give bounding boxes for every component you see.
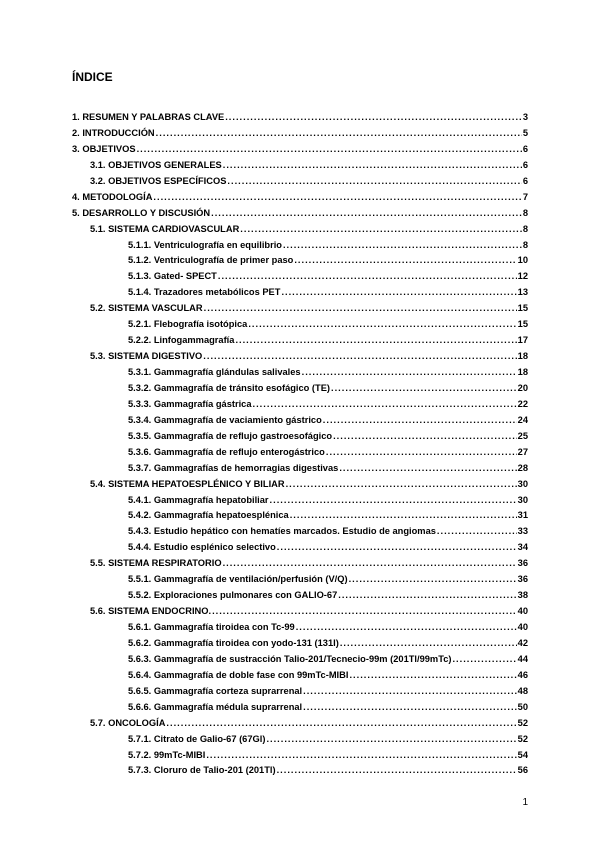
toc-entry-page: 42 xyxy=(517,637,528,648)
toc-entry[interactable] xyxy=(72,110,528,126)
toc-dot-leader xyxy=(333,429,517,445)
toc-dot-leader xyxy=(277,763,517,779)
toc-entry-page: 27 xyxy=(517,446,528,457)
toc-dot-leader xyxy=(156,126,522,142)
toc-entry-page: 44 xyxy=(517,653,528,664)
toc-entry-page: 40 xyxy=(517,606,528,617)
toc-entry-page: 50 xyxy=(517,701,528,712)
toc-entry[interactable] xyxy=(72,174,528,190)
toc-entry-page: 6 xyxy=(522,159,528,170)
toc-entry-page: 13 xyxy=(517,287,528,298)
toc-entry-label: 5.4. SISTEMA HEPATOESPLÉNICO Y BILIAR xyxy=(90,478,285,489)
toc-entry-label: 5.3.7. Gammagrafías de hemorragias digestivas xyxy=(128,462,339,473)
toc-entry-label: 3. OBJETIVOS xyxy=(72,143,136,154)
toc-entry[interactable] xyxy=(72,397,528,413)
toc-dot-leader xyxy=(277,540,517,556)
toc-entry-page: 46 xyxy=(517,669,528,680)
toc-entry-label: 5.6.1. Gammagrafía tiroidea con Tc-99 xyxy=(128,622,295,632)
toc-dot-leader xyxy=(437,524,517,540)
toc-entry-page: 10 xyxy=(517,255,528,266)
toc-entry[interactable] xyxy=(72,700,528,716)
toc-entry-page: 15 xyxy=(517,303,528,314)
toc-entry-label: 5.7.2. 99mTc-MIBI xyxy=(128,749,206,760)
toc-entry[interactable] xyxy=(72,620,528,636)
toc-entry[interactable] xyxy=(72,190,528,206)
toc-dot-leader xyxy=(266,732,516,748)
toc-dot-leader xyxy=(286,477,517,493)
toc-entry[interactable] xyxy=(72,604,528,620)
toc-dot-leader xyxy=(218,269,517,285)
toc-entry-page: 6 xyxy=(522,143,528,154)
toc-entry[interactable] xyxy=(72,493,528,509)
toc-entry-label: 5.3.2. Gammagrafía de tránsito esofágico (TE) xyxy=(128,382,331,393)
toc-entry-page: 12 xyxy=(517,271,528,282)
toc-entry-page: 31 xyxy=(517,510,528,521)
toc-dot-leader xyxy=(223,158,522,174)
toc-entry-label: 5.3.5. Gammagrafía de reflujo gastroesofágico xyxy=(128,430,333,441)
toc-entry[interactable] xyxy=(72,333,528,349)
toc-entry-label: 5.4.1. Gammagrafía hepatobiliar xyxy=(128,494,269,505)
toc-entry[interactable] xyxy=(72,508,528,524)
toc-entry[interactable] xyxy=(72,588,528,604)
page-number: 1 xyxy=(522,797,528,808)
toc-dot-leader xyxy=(212,604,517,620)
toc-dot-leader xyxy=(290,508,517,524)
toc-entry[interactable] xyxy=(72,524,528,540)
toc-entry-page: 48 xyxy=(517,685,528,696)
toc-dot-leader xyxy=(323,413,517,429)
toc-entry-page: 40 xyxy=(517,622,528,632)
toc-entry-page: 24 xyxy=(517,414,528,425)
toc-entry[interactable] xyxy=(72,429,528,445)
toc-entry[interactable] xyxy=(72,126,528,142)
toc-entry-label: 5.2.2. Linfogammagrafía xyxy=(128,335,235,346)
toc-dot-leader xyxy=(338,588,516,604)
toc-entry-label: 5.7.3. Cloruro de Talio-201 (201Tl) xyxy=(128,765,276,776)
toc-dot-leader xyxy=(211,206,522,222)
toc-dot-leader xyxy=(339,461,516,477)
toc-dot-leader xyxy=(283,238,522,254)
toc-entry-page: 36 xyxy=(517,574,528,585)
toc-title: ÍNDICE xyxy=(72,70,113,84)
toc-entry-page: 52 xyxy=(517,733,528,744)
toc-entry-page: 8 xyxy=(522,239,528,250)
toc-entry-label: 5.4.3. Estudio hepático con hematíes marcados. Estudio de angiomas xyxy=(128,526,436,537)
toc-entry-label: 5.4.4. Estudio esplénico selectivo xyxy=(128,542,276,553)
toc-entry-label: 5.6. SISTEMA ENDOCRINO. xyxy=(90,606,212,617)
toc-dot-leader xyxy=(326,445,517,461)
toc-dot-leader xyxy=(235,333,516,349)
toc-entry[interactable] xyxy=(72,461,528,477)
toc-dot-leader xyxy=(225,110,522,126)
toc-entry[interactable] xyxy=(72,285,528,301)
toc-entry-label: 5.1.3. Gated- SPECT xyxy=(128,271,217,282)
toc-entry-label: 5.3.4. Gammagrafía de vaciamiento gástrico xyxy=(128,414,322,425)
toc-dot-leader xyxy=(294,253,516,269)
toc-entry[interactable] xyxy=(72,636,528,652)
toc-entry-label: 1. RESUMEN Y PALABRAS CLAVE xyxy=(72,112,225,122)
toc-entry[interactable] xyxy=(72,668,528,684)
toc-entry-page: 8 xyxy=(522,207,528,218)
toc-entry-label: 2. INTRODUCCIÓN xyxy=(72,127,155,138)
toc-entry-page: 7 xyxy=(522,191,528,202)
toc-entry-page: 52 xyxy=(517,717,528,728)
toc-entry-label: 5.3.6. Gammagrafía de reflujo enterogástrico xyxy=(128,446,325,457)
toc-entry-label: 5.6.2. Gammagrafía tiroidea con yodo-131 (131I) xyxy=(128,637,339,648)
toc-dot-leader xyxy=(281,285,516,301)
toc-entry[interactable] xyxy=(72,716,528,732)
toc-dot-leader xyxy=(204,301,517,317)
toc-entry-page: 34 xyxy=(517,542,528,553)
toc-dot-leader xyxy=(349,668,516,684)
toc-entry-label: 5.6.6. Gammagrafía médula suprarrenal xyxy=(128,701,303,712)
toc-entry-label: 5.2. SISTEMA VASCULAR xyxy=(90,303,203,314)
table-of-contents xyxy=(72,110,528,779)
toc-entry-page: 28 xyxy=(517,462,528,473)
toc-dot-leader xyxy=(227,174,521,190)
toc-entry[interactable] xyxy=(72,206,528,222)
toc-entry[interactable] xyxy=(72,269,528,285)
toc-entry-label: 5.2.1. Flebografía isotópica xyxy=(128,319,248,330)
toc-entry-label: 5.1. SISTEMA CARDIOVASCULAR xyxy=(90,223,240,234)
toc-dot-leader xyxy=(137,142,522,158)
toc-dot-leader xyxy=(153,190,521,206)
toc-entry-page: 30 xyxy=(517,494,528,505)
toc-entry-page: 18 xyxy=(517,351,528,362)
toc-entry-label: 5. DESARROLLO Y DISCUSIÓN xyxy=(72,207,211,218)
toc-entry[interactable] xyxy=(72,748,528,764)
toc-entry-label: 5.4.2. Gammagrafía hepatoesplénica xyxy=(128,510,289,521)
toc-entry[interactable] xyxy=(72,349,528,365)
toc-entry-page: 18 xyxy=(517,367,528,377)
toc-entry-label: 5.6.5. Gammagrafía corteza suprarrenal xyxy=(128,685,303,696)
toc-entry-page: 6 xyxy=(522,175,528,186)
toc-entry[interactable] xyxy=(72,732,528,748)
toc-entry-label: 3.2. OBJETIVOS ESPECÍFICOS xyxy=(90,175,227,186)
toc-entry-label: 5.7. ONCOLOGÍA xyxy=(90,717,166,728)
toc-entry-label: 5.6.3. Gammagrafía de sustracción Talio-201/Tecnecio-99m (201Tl/99mTc) xyxy=(128,653,452,664)
toc-dot-leader xyxy=(303,684,517,700)
toc-entry[interactable] xyxy=(72,238,528,254)
toc-dot-leader xyxy=(331,381,517,397)
toc-entry-page: 38 xyxy=(517,590,528,601)
toc-entry[interactable] xyxy=(72,158,528,174)
toc-entry-label: 5.3.3. Gammagrafía gástrica xyxy=(128,398,252,409)
toc-entry-page: 56 xyxy=(517,765,528,776)
toc-entry-page: 30 xyxy=(517,478,528,489)
toc-entry[interactable] xyxy=(72,652,528,668)
toc-entry-page: 17 xyxy=(517,335,528,346)
toc-entry[interactable] xyxy=(72,365,528,381)
toc-entry[interactable] xyxy=(72,301,528,317)
toc-entry-page: 36 xyxy=(517,558,528,569)
toc-dot-leader xyxy=(302,365,517,381)
toc-dot-leader xyxy=(203,349,516,365)
toc-dot-leader xyxy=(223,556,517,572)
toc-entry-page: 3 xyxy=(522,112,528,122)
toc-dot-leader xyxy=(349,572,517,588)
toc-entry-page: 25 xyxy=(517,430,528,441)
toc-entry[interactable] xyxy=(72,317,528,333)
toc-entry-label: 5.5.2. Exploraciones pulmonares con GALIO-67 xyxy=(128,590,338,601)
toc-dot-leader xyxy=(166,716,516,732)
toc-entry[interactable] xyxy=(72,381,528,397)
toc-entry[interactable] xyxy=(72,222,528,238)
toc-entry[interactable] xyxy=(72,142,528,158)
toc-entry-label: 5.5. SISTEMA RESPIRATORIO xyxy=(90,558,222,569)
toc-dot-leader xyxy=(248,317,516,333)
toc-entry-label: 3.1. OBJETIVOS GENERALES xyxy=(90,159,222,170)
toc-entry-label: 5.6.4. Gammagrafía de doble fase con 99mTc-MIBI xyxy=(128,669,349,680)
toc-dot-leader xyxy=(452,652,516,668)
toc-dot-leader xyxy=(240,222,522,238)
toc-entry-label: 5.3.1. Gammagrafía glándulas salivales xyxy=(128,367,301,377)
toc-entry[interactable] xyxy=(72,540,528,556)
toc-entry-page: 5 xyxy=(522,127,528,138)
toc-entry[interactable] xyxy=(72,413,528,429)
toc-entry-page: 15 xyxy=(517,319,528,330)
toc-entry-label: 5.1.2. Ventriculografía de primer paso xyxy=(128,255,294,266)
toc-entry-label: 5.3. SISTEMA DIGESTIVO xyxy=(90,351,203,362)
toc-entry-page: 33 xyxy=(517,526,528,537)
toc-entry-label: 5.5.1. Gammagrafía de ventilación/perfusión (V/Q) xyxy=(128,574,348,585)
toc-entry[interactable] xyxy=(72,684,528,700)
toc-dot-leader xyxy=(206,748,516,764)
toc-dot-leader xyxy=(270,493,517,509)
toc-dot-leader xyxy=(340,636,517,652)
toc-entry[interactable] xyxy=(72,556,528,572)
toc-entry-label: 5.1.1. Ventriculografía en equilibrio xyxy=(128,239,282,250)
toc-entry-page: 54 xyxy=(517,749,528,760)
toc-entry-page: 22 xyxy=(517,398,528,409)
toc-dot-leader xyxy=(303,700,517,716)
toc-entry-label: 4. METODOLOGÍA xyxy=(72,191,153,202)
toc-entry[interactable] xyxy=(72,445,528,461)
toc-dot-leader xyxy=(296,620,517,636)
toc-entry-page: 20 xyxy=(517,382,528,393)
toc-dot-leader xyxy=(253,397,517,413)
toc-entry-label: 5.7.1. Citrato de Galio-67 (67Gl) xyxy=(128,733,266,744)
toc-entry-label: 5.1.4. Trazadores metabólicos PET xyxy=(128,287,281,298)
toc-entry-page: 8 xyxy=(522,223,528,234)
toc-entry[interactable] xyxy=(72,477,528,493)
toc-entry[interactable] xyxy=(72,253,528,269)
toc-entry[interactable] xyxy=(72,763,528,779)
toc-entry[interactable] xyxy=(72,572,528,588)
